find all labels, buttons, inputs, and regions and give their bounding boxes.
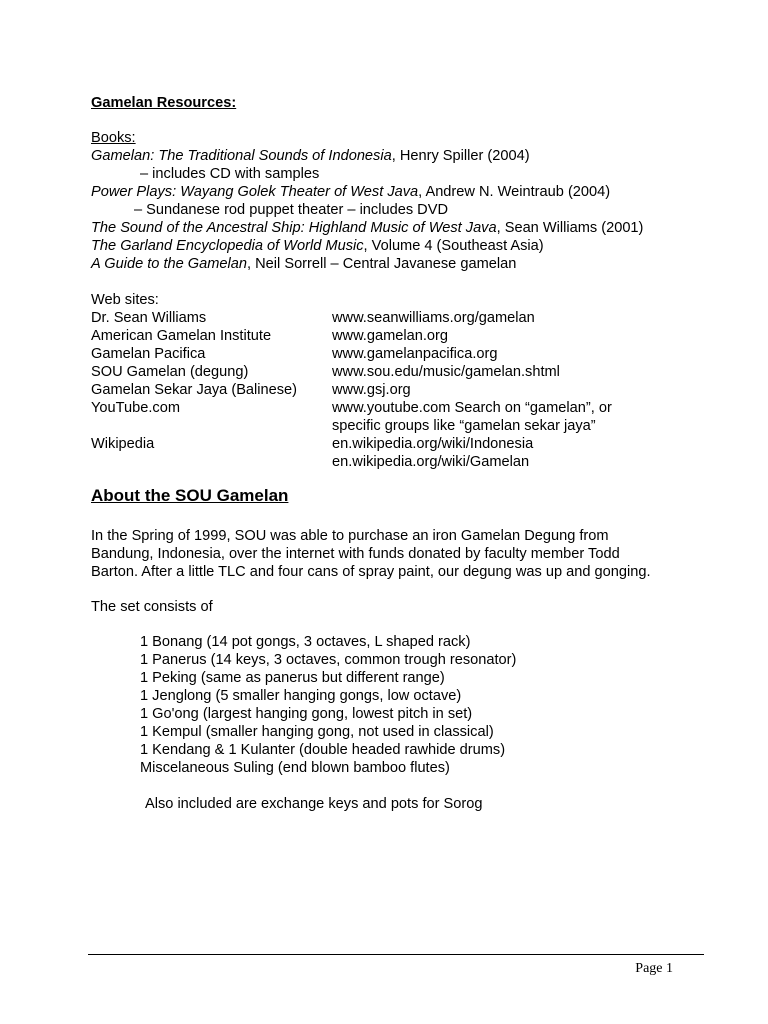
about-paragraph-line: Barton. After a little TLC and four cans of spray paint, our degung was up and gonging.	[91, 564, 651, 580]
book-details: , Henry Spiller (2004)	[391, 148, 530, 164]
site-name: YouTube.com	[91, 400, 180, 416]
set-item: 1 Kempul (smaller hanging gong, not used in classical)	[140, 724, 494, 740]
about-heading: About the SOU Gamelan	[91, 486, 289, 505]
set-item: 1 Jenglong (5 smaller hanging gongs, low octave)	[140, 688, 462, 704]
site-url: www.youtube.com Search on “gamelan”, or	[332, 400, 612, 416]
site-name: Wikipedia	[91, 436, 155, 452]
set-item: 1 Go'ong (largest hanging gong, lowest pitch in set)	[140, 706, 473, 722]
book-details: , Andrew N. Weintraub (2004)	[418, 184, 611, 200]
site-name: SOU Gamelan (degung)	[91, 364, 249, 380]
site-url: specific groups like “gamelan sekar jaya”	[332, 418, 596, 434]
book-entry	[91, 219, 643, 237]
page-number: Page 1	[635, 961, 673, 976]
about-paragraph-line: In the Spring of 1999, SOU was able to purchase an iron Gamelan Degung from	[91, 528, 609, 544]
set-item: 1 Panerus (14 keys, 3 octaves, common trough resonator)	[140, 652, 517, 668]
set-item: Miscelaneous Suling (end blown bamboo flutes)	[140, 760, 450, 776]
book-title: Power Plays: Wayang Golek Theater of West Java	[91, 184, 419, 200]
site-url: www.sou.edu/music/gamelan.shtml	[332, 364, 560, 380]
book-entry	[91, 147, 530, 165]
set-item: 1 Bonang (14 pot gongs, 3 octaves, L shaped rack)	[140, 634, 471, 650]
websites-label: Web sites:	[91, 292, 159, 308]
set-intro: The set consists of	[91, 599, 213, 615]
site-name: Gamelan Pacifica	[91, 346, 206, 362]
site-url: www.gamelan.org	[332, 328, 448, 344]
site-name: Dr. Sean Williams	[91, 310, 207, 326]
about-paragraph-line: Bandung, Indonesia, over the internet with funds donated by faculty member Todd	[91, 546, 620, 562]
footer-rule	[88, 954, 704, 955]
book-details: , Volume 4 (Southeast Asia)	[363, 238, 544, 254]
set-item: 1 Peking (same as panerus but different range)	[140, 670, 445, 686]
book-entry	[91, 237, 544, 255]
site-url: en.wikipedia.org/wiki/Indonesia	[332, 436, 534, 452]
book-title: The Sound of the Ancestral Ship: Highland Music of West Java	[91, 220, 497, 236]
book-title: A Guide to the Gamelan	[91, 256, 248, 272]
book-entry	[91, 255, 516, 273]
book-note: – includes CD with samples	[140, 166, 320, 182]
site-name: Gamelan Sekar Jaya (Balinese)	[91, 382, 298, 398]
set-item: 1 Kendang & 1 Kulanter (double headed rawhide drums)	[140, 742, 506, 758]
book-entry	[91, 183, 610, 201]
book-details: , Sean Williams (2001)	[496, 220, 644, 236]
site-url: www.gamelanpacifica.org	[332, 346, 498, 362]
books-label: Books:	[91, 130, 136, 146]
site-url: en.wikipedia.org/wiki/Gamelan	[332, 454, 530, 470]
site-url: www.seanwilliams.org/gamelan	[332, 310, 535, 326]
closing-note: Also included are exchange keys and pots for Sorog	[145, 796, 483, 812]
book-title: The Garland Encyclopedia of World Music	[91, 238, 364, 254]
book-note: – Sundanese rod puppet theater – includes DVD	[134, 202, 448, 218]
book-title: Gamelan: The Traditional Sounds of Indonesia	[91, 148, 392, 164]
book-details: , Neil Sorrell – Central Javanese gamelan	[247, 256, 517, 272]
site-name: American Gamelan Institute	[91, 328, 272, 344]
site-url: www.gsj.org	[332, 382, 411, 398]
resources-heading: Gamelan Resources:	[91, 95, 237, 111]
